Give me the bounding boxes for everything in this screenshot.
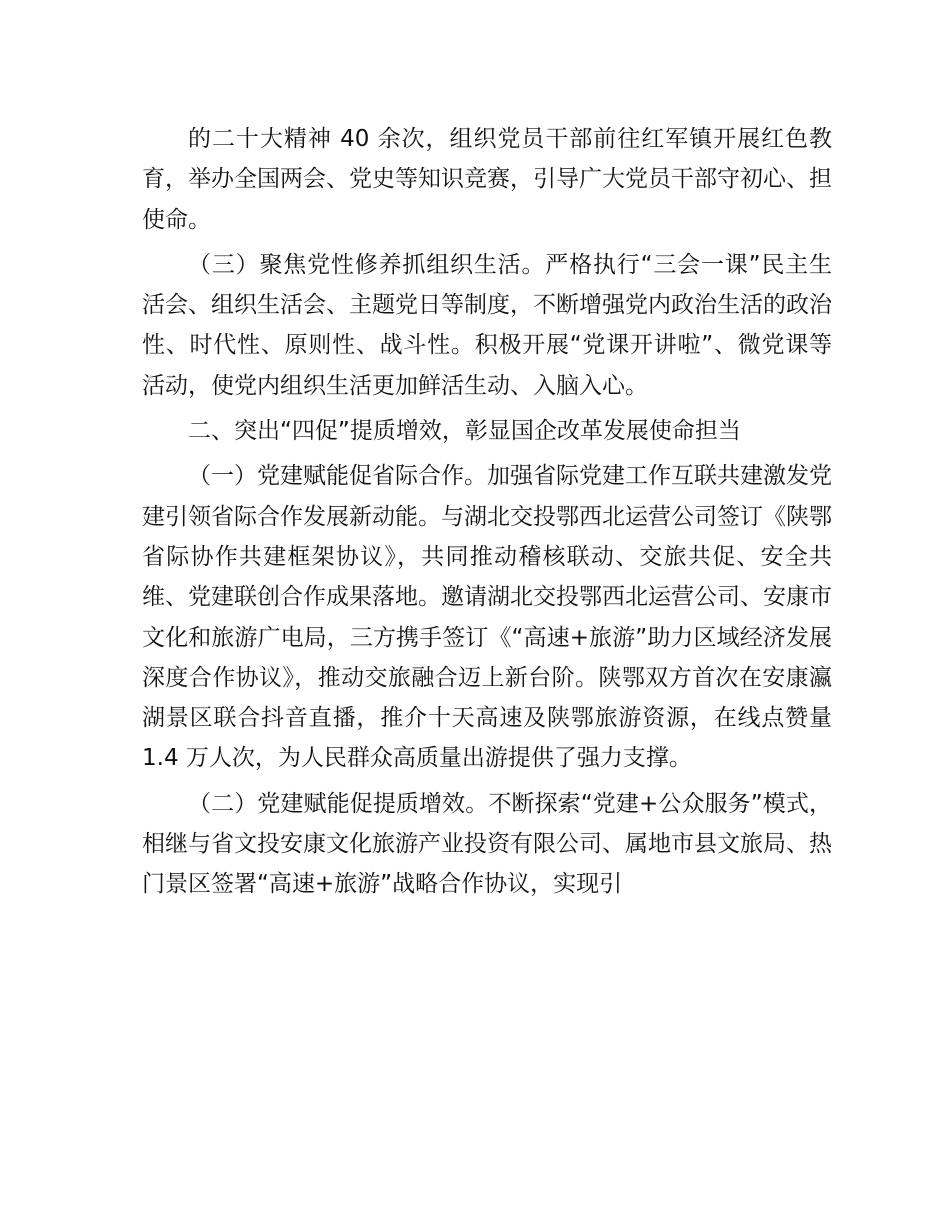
paragraph-quality-efficiency: （二）党建赋能促提质增效。不断探索“党建+公众服务”模式，相继与省文投安康文化旅游产业投资有限公司、属地市县文旅局、热门景区签署“高速+旅游”战略合作协议，实现引 [142,790,832,898]
section-heading: 二、突出“四促”提质增效，彰显国企改革发展使命担当 [188,418,741,445]
paragraph-organization-life: （三）聚焦党性修养抓组织生活。严格执行“三会一课”民主生活会、组织生活会、主题党日等制度，不断增强党内政治生活的政治性、时代性、原则性、战斗性。积极开展“党课开讲啦”、微党课等活动，使党内组织生活更加鲜活生动、入脑入心。 [142,251,832,399]
paragraph-continuation: 的二十大精神 40 余次，组织党员干部前往红军镇开展红色教育，举办全国两会、党史等知识竞赛，引导广大党员干部守初心、担使命。 [142,126,832,233]
paragraph-interprovincial-cooperation: （一）党建赋能促省际合作。加强省际党建工作互联共建激发党建引领省际合作发展新动能。与湖北交投鄂西北运营公司签订《陕鄂省际协作共建框架协议》，共同推动稽核联动、交旅共促、安全共维、党建联创合作成果落地。邀请湖北交投鄂西北运营公司、安康市文化和旅游广电局，三方携手签订《“高速+旅游”助力区域经济发展深度合作协议》，推动交旅融合迈上新台阶。陕鄂双方首次在安康瀛湖景区联合抖音直播，推介十天高速及陕鄂旅游资源，在线点赞量 1.4 万人次，为人民群众高质量出游提供了强力支撑。 [142,463,832,772]
document-body [142,119,832,910]
